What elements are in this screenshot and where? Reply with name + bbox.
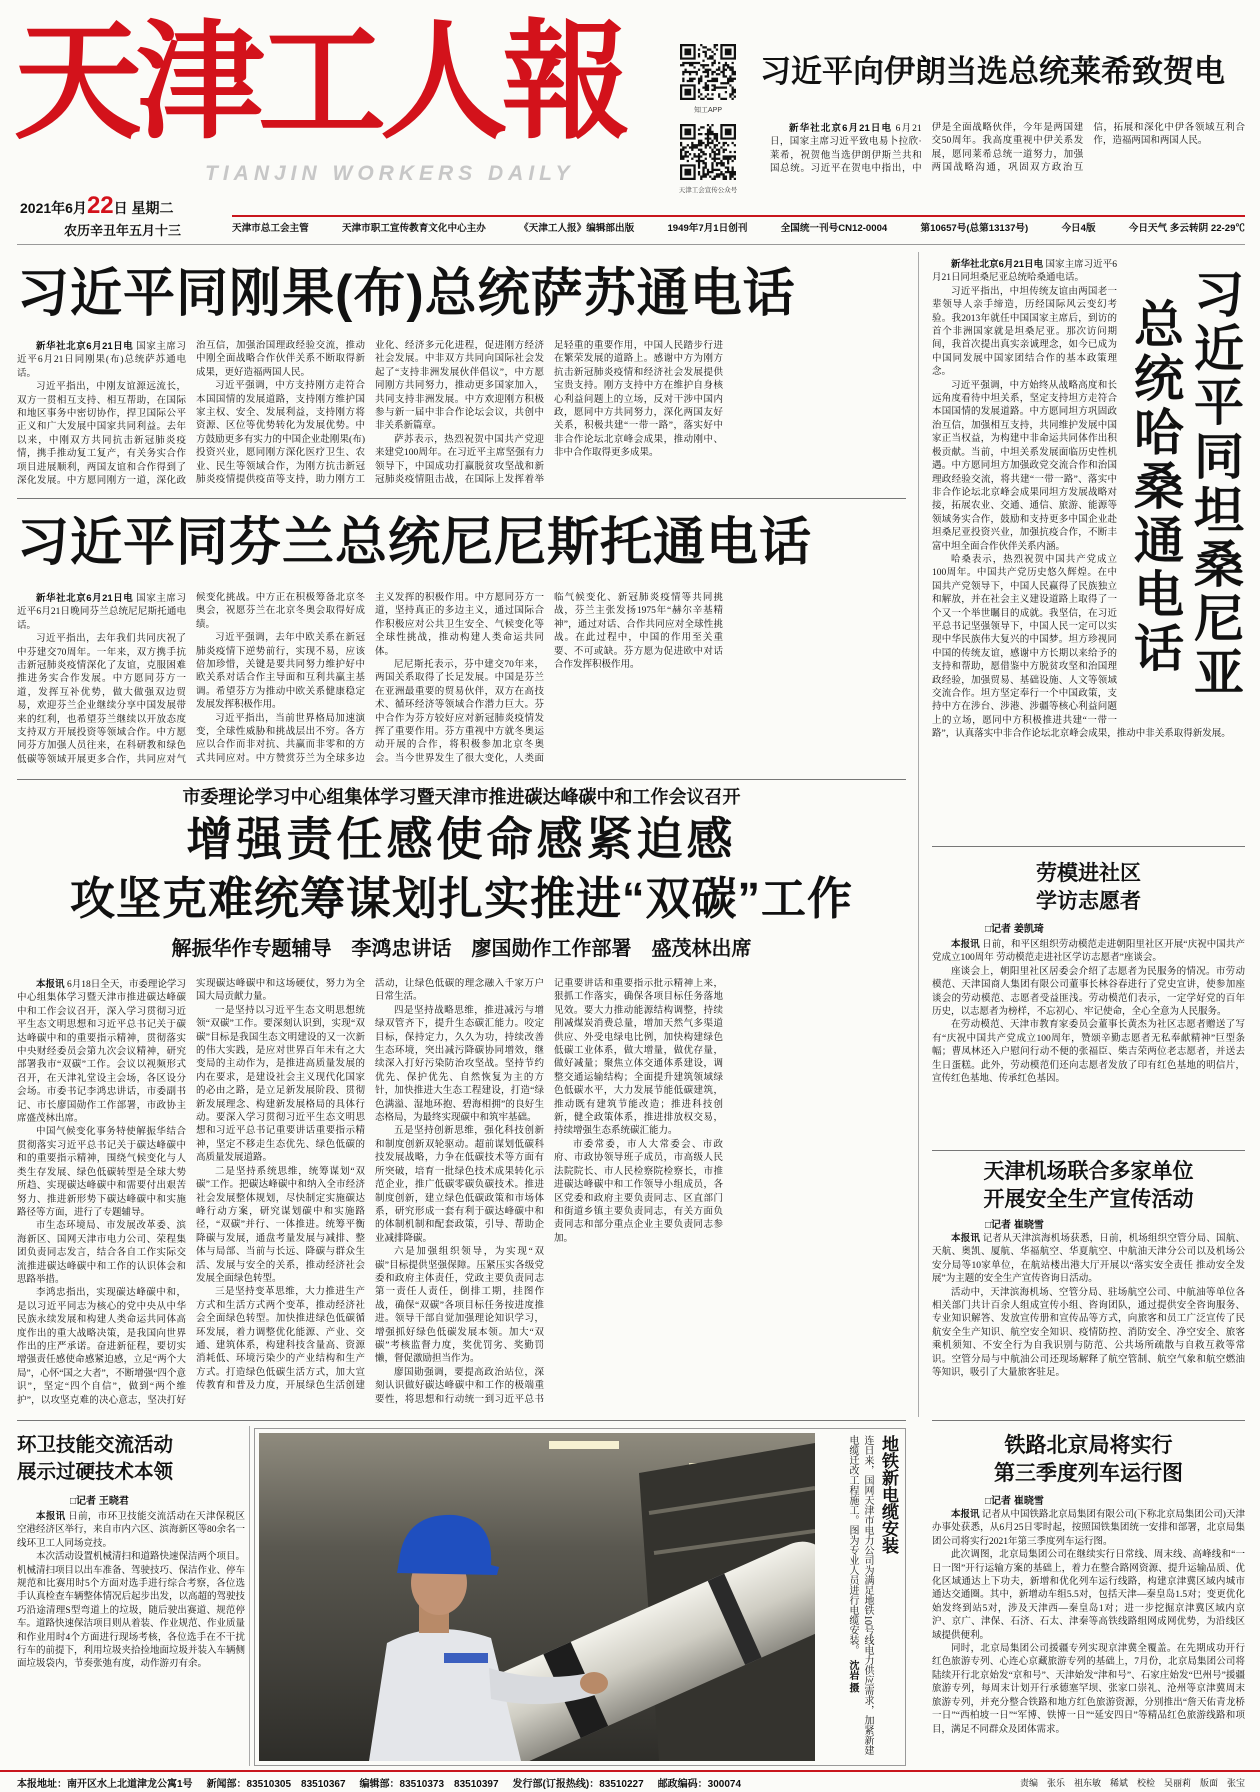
article-paragraph: 市生态环境局、市发展改革委、滨海新区、国网天津市电力公司、荣程集团负责同志发言，结合各自工作实际交流推进碳达峰碳中和工作的认识体会和思路举措。	[17, 1221, 186, 1285]
info-bar-item: 今日4版	[1061, 223, 1096, 234]
footer-staff: 责编 张乐 祖东敏 稀斌 校检 吴丽莉 版面 张宝	[1019, 1777, 1245, 1788]
divider	[17, 244, 1245, 245]
date-prefix: 2021年6月	[20, 200, 87, 216]
article-paragraph: 习近平指出，当前世界格局加速演变，全球性威胁和挑战层出不穷。各方应以合作而非对抗、共赢而非零和的方式共同应对。中方赞赏芬兰为全球多边主义发挥的积极作用。中方愿同芬方一道，坚持真正的多边主义，通过国际合作积极应对公共卫生安全、气候变化等全球性挑战，推动构建人类命运共同体。	[196, 593, 544, 764]
info-bar-item: 1949年7月1日创刊	[667, 223, 748, 234]
article-paragraph: 二是坚持系统思维，统筹谋划“双碳”工作。把碳达峰碳中和纳入全市经济社会发展整体规划，尽快制定实施碳达峰行动方案，研究谋划碳中和实施路径，“双碳”并行、一体推进。统筹平衡降碳与发展，通盘考量发展与减排、整体与局部、当前与长远、降碳与群众生活、发展与安全的关系，推动经济社会发展全面绿色转型。	[196, 1166, 365, 1284]
divider	[17, 779, 906, 780]
footer-items	[17, 1775, 741, 1790]
article-paragraph: 习近平强调，去年中欧关系在新冠肺炎疫情下逆势前行，实现不易，应该倍加珍惜，关键是要共同努力维护好中欧关系对话合作主导面和互利共赢主基调。希望芬方为推动中欧关系健康稳定发展发挥积极作用。	[196, 633, 365, 711]
footer	[17, 1773, 1245, 1791]
footer-item: 本报地址：南开区水上北道津龙公寓1号	[17, 1778, 193, 1790]
info-bar	[232, 221, 1245, 237]
article-lead: 6月18日全天，市委理论学习中心组集体学习暨天津市推进碳达峰碳中和工作会议召开，深入学习贯彻习近平生态文明思想和习近平总书记关于碳达峰碳中和的重要指示精神，贯彻落实中央财经委员会第九次会议精神，研究部署我市“双碳”工作。会议以视频形式召开，在天津礼堂设主会场，各区设分会场。市委书记李鸿忠讲话，市委副书记、市长廖国勋作工作部署，市政协主席盛茂林出席。	[17, 980, 186, 1125]
headline-line: 展示过硬技术本领	[17, 1461, 174, 1483]
article-body-volunteer	[932, 938, 1245, 1142]
top-news-body	[770, 122, 1245, 178]
byline: □记者 姜凯琦	[985, 924, 1044, 935]
article-paragraph: 李鸿忠指出，实现碳达峰碳中和，是以习近平同志为核心的党中央从中华民族永续发展和构建人类命运共同体高度作出的重大战略决策，是我国向世界作出的庄严承诺。奋进新征程，要切实增强责任感使命感紧迫感，立足“两个大局”，心怀“国之大者”，不断增强“四个意识”，坚定“四个自信”，做到“两个维护”，以攻坚克难的决心意志，坚决打好实现碳达峰碳中和这场硬仗，努力为全国大局贡献力量。	[17, 979, 365, 1406]
byline: □记者 王晓君	[70, 1496, 129, 1507]
article-paragraph: 活动中，天津滨海机场、空管分局、驻场航空公司、中航油等单位各相关部门共计百余人组成宣传小组、咨询团队，通过提供安全咨询服务、专业知识解答、发放宣传册和宣传品等方式，向旅客和员工广泛宣传了民航安全生产知识、航空安全知识、疫情防控、消防安全、净空安全、旅客乘机须知、不安全行为自我识别与防范、公共场所疏散与自救互救等常识。空管分局与中航油公司还现场解释了航空管制、航空气象和航空燃油等知识，吸引了大量旅客驻足。	[932, 1287, 1245, 1379]
vertical-headline	[1123, 268, 1245, 723]
divider	[932, 846, 1245, 847]
photo-credit: 沈岩 摄	[847, 1660, 858, 1693]
masthead-red-rule	[232, 215, 1245, 217]
article-paragraph: 本次活动设置机械清扫和道路快速保洁两个项目。机械清扫项目以出车准备、驾驶技巧、保洁作业、停车规范和比赛用时5个方面对选手进行综合考察，各位选手认真检查车辆整体情况后起步出发，以高超的驾驶技巧沿途清理S型弯道上的垃圾，随后驶出赛道、规范停车。道路快速保洁项目则从着装、作业规范、作业质量和作业用时4个方面进行现场考核，各位选手在不干扰行车的前提下，利用垃圾夹拾捡地面垃圾并装入车辆侧面垃圾袋内，节奏张弛有度，动作游刃有余。	[17, 1552, 245, 1670]
subhead: 解振华作专题辅导 李鸿忠讲话 廖国勋作工作部署 盛茂林出席	[171, 938, 752, 960]
article-headline	[17, 1432, 245, 1486]
article-body-tanzania	[932, 258, 1245, 838]
article-body-railway	[932, 1508, 1245, 1766]
article-paragraph	[17, 592, 186, 633]
article-paragraph	[17, 978, 186, 1126]
article-paragraph: 同时，北京局集团公司援疆专列实现京津冀全覆盖。在先期成功开行红色旅游专列、心连心京藏旅游专列的基础上，7月份，北京局集团公司将陆续开行北京始发“京和号”、天津始发“津和号”、石家庄始发“巴州号”援疆旅游专列，每周末计划开行承德塞罕坝、张家口崇礼、沧州等京津冀周末旅游专列，并充分整合铁路和地方红色旅游资源，分别推出“詹天佑青龙桥一日”“西柏坡一日”“军博、铁博一日”“延安四日”等精品红色旅游线路和项目，满足不同群众及团体需求。	[932, 1644, 1245, 1735]
article-lead: 记者从天津滨海机场获悉，日前，机场组织空管分局、国航、天航、奥凯、厦航、华福航空、华夏航空、中航油天津分公司以及机场公安分局等10家单位，在航站楼出港大厅开展以“落实安全责任 推动安全发展”为主题的安全生产宣传咨询日活动。	[932, 1234, 1245, 1285]
headline-line: 总统哈桑通电话	[1127, 298, 1183, 676]
date-suffix: 日 星期二	[113, 200, 174, 216]
qr-label: 知工APP	[693, 107, 722, 114]
article-lead: 国家主席习近平6月21日同刚果(布)总统萨苏通电话。	[17, 342, 186, 379]
dateline: 本报讯	[36, 1511, 66, 1522]
headline-line: 开展安全生产宣传活动	[983, 1188, 1194, 1211]
masthead-subtitle: TIANJIN WORKERS DAILY	[205, 162, 575, 185]
article-lead: 日前，市环卫技能交流活动在天津保税区空港经济区举行，来自市内六区、滨海新区等80余名一线环卫工人同场竞技。	[17, 1512, 245, 1549]
qr-label: 天津工会宣传公众号	[678, 187, 738, 194]
footer-item: 邮政编码：300074	[657, 1778, 742, 1790]
article-paragraph: 四是坚持战略思维，推进减污与增绿双管齐下，提升生态碳汇能力。咬定目标，保持定力，久久为功，持续改善生态环境，突出减污降碳协同增效，继续深入打好污染防治攻坚战。坚持节约优先、保护优先、自然恢复为主的方针，加快推进大生态工程建设，打造“绿色满溢、湿地环抱、碧海相拥”的良好生态格局，为最终实现碳中和筑牢基础。	[375, 1005, 544, 1124]
info-bar-item: 今日天气 多云转阴 22-29℃	[1128, 223, 1245, 234]
article-headline: 习近平同芬兰总统尼尼斯托通电话	[17, 514, 813, 572]
dateline: 本报讯	[951, 939, 980, 950]
article-paragraph: 习近平指出，中坦传统友谊由两国老一辈领导人亲手缔造，历经国际风云变幻考验。我2013年就任中国国家主席后，到访的首个非洲国家就是坦桑尼亚。那次访问期间，我首次提出真实亲诚理念，如今已成为中国同发展中国家团结合作的基本政策理念。	[932, 286, 1117, 378]
article-paragraph: 市委常委，市人大常委会、市政府、市政协领导班子成员，市高级人民法院院长、市人民检察院检察长，市推进碳达峰碳中和工作领导小组成员，各区党委和政府主要负责同志、区直部门和街道乡镇主要负责同志，有关方面负责同志和部分重点企业主要负责同志参加。	[554, 1139, 723, 1244]
article-lead: 国家主席习近平6月21日晚同芬兰总统尼尼斯托通电话。	[17, 594, 186, 631]
article-paragraph: 座谈会上，朝阳里社区居委会介绍了志愿者为民服务的情况。市劳动模范、天津国商人集团有限公司董事长林谷春进行了党史宣讲，使参加座谈会的劳动模范、志愿者受益匪浅。劳动模范们表示，一定学好党的百年历史，以志愿者为榜样，不忘初心、牢记使命，全心全意为人民服务。	[932, 966, 1245, 1018]
top-news-headline: 习近平向伊朗当选总统莱希致贺电	[760, 54, 1225, 89]
lunar-date: 农历辛丑年五月十三	[64, 223, 182, 238]
info-bar-item: 《天津工人报》编辑部出版	[519, 223, 635, 234]
article-paragraph: 在劳动模范、天津市教育家委员会董事长黄杰为社区志愿者赠送了写有“庆祝中国共产党成立100周年，赞颂辛勤志愿者无私奉献精神”巨型条幅；曹凤林还入户慰问行动不便的张福臣、柴吉荣两位老志愿者，并送去生日蛋糕。此外，劳动模范们还向志愿者发放了印有红色基地的明信片，宣传红色基地、传承红色基因。	[932, 1020, 1245, 1085]
article-paragraph: 此次调图，北京局集团公司在继续实行日常线、周末线、高峰线和“一日一图”开行运输方案的基础上，着力在整合路网资源、提升运输品质、优化区域通达上下功夫，新增和优化列车运行线路，构建京津冀区域内城市通达交通圈。其中，新增动车组5.5对，包括天津—秦皇岛1.5对；变更优化始发终到站5对，涉及天津西—秦皇岛1对；进一步挖掘京津冀区域内京沪、京广、津保、石济、石太、津秦等高铁线路组网成网优势，为沿线区域提供便利。	[932, 1550, 1245, 1641]
column-divider	[249, 1426, 250, 1766]
divider	[17, 1420, 906, 1421]
divider	[17, 498, 906, 499]
worker-cable-photo[interactable]	[259, 1433, 815, 1761]
article-paragraph: 三是坚持变革思维，大力推进生产方式和生活方式两个变革，推动经济社会全面绿色转型。加快推进绿色低碳循环发展，着力调整优化能源、产业、交通、建筑体系，构建科技含量高、资源消耗低、环境污染少的产业结构和生产方式。打造绿色低碳生活方式，加大宣传教育和普及力度，开展绿色生活创建活动，让绿色低碳的理念融入千家万户日常生活。	[196, 979, 544, 1392]
headline-line: 学访志愿者	[1036, 890, 1141, 913]
article-paragraph: 尼尼斯托表示，芬中建交70年来，两国关系取得了长足发展。中国是芬兰在亚洲最重要的贸易伙伴，双方在高技术、循环经济等领域合作潜力巨大。芬中合作为芬方较好应对新冠肺炎疫情发挥了重要作用。芬方重视中方就冬奥运动开展的合作，将积极参加北京冬奥会。当今世界发生了很大变化，人类面临气候变化、新冠肺炎疫情等共同挑战，芬兰主张发扬1975年“赫尔辛基精神”，通过对话、合作共同应对全球性挑战。在此过程中，中国的作用至关重要、不可或缺。芬方愿为促进欧中对话合作发挥积极作用。	[375, 593, 723, 764]
article-paragraph: 中国气候变化事务特使解振华结合贯彻落实习近平总书记关于碳达峰碳中和的重要指示精神，围绕气候变化与人类生存发展、绿色低碳转型是全球大势所趋、实现碳达峰碳中和需要付出艰苦努力、推进新形势下碳达峰碳中和实施路径等方面，进行了专题辅导。	[17, 1127, 186, 1218]
main-headline-line2: 攻坚克难统筹谋划扎实推进“双碳”工作	[69, 873, 853, 924]
article-paragraph: 习近平指出，去年我们共同庆祝了中芬建交70周年。一年来，双方携手抗击新冠肺炎疫情深化了友谊，克服困难推进务实合作发展。中方愿同芬方一道，发挥互补优势，做大做强双边贸易，欢迎芬兰企业继续分享中国发展带来的红利，也希望芬兰继续以开放态度支持双方开展投资等领域合作。中方愿同芬方加强人员往来，在科研教和绿色低碳等领域开展更多合作，共同应对气候变化挑战。中方正在积极筹备北京冬奥会，祝愿芬兰在北京冬奥会取得好成绩。	[17, 593, 365, 765]
byline: □记者 崔晓雪	[985, 1496, 1044, 1507]
article-paragraph: 习近平强调，中方支持刚方走符合本国国情的发展道路，支持刚方维护国家主权、安全、发展利益，支持刚方将资源、区位等优势转化为发展优势。中方鼓励更多有实力的中国企业赴刚果(布)投资兴业，愿同刚方深化医疗卫生、农业、民生等领域合作，为刚方抗击新冠肺炎疫情提供疫苗等支持，助力刚方工业化、经济多元化进程，促进刚方经济社会发展。中非双方共同向国际社会发起了“支持非洲发展伙伴倡议”，中方愿同刚方共同努力，推动更多国家加入，共同支持非洲发展。中方欢迎刚方积极参与新一届中非合作论坛会议，共创中非关系新篇章。	[196, 341, 544, 486]
article-lead: 国家主席习近平6月21日同坦桑尼亚总统哈桑通电话。	[932, 260, 1117, 284]
headline-line: 天津机场联合多家单位	[983, 1160, 1194, 1183]
photo-box	[254, 1428, 906, 1766]
dateline: 新华社北京6月21日电	[36, 593, 134, 604]
article-lead: 日前，和平区组织劳动模范走进朝阳里社区开展“庆祝中国共产党成立100周年 劳动模范走进社区学访志愿者”座谈会。	[932, 940, 1245, 964]
headline-line: 第三季度列车运行图	[994, 1462, 1183, 1485]
info-bar-item: 天津市总工会主管	[232, 223, 309, 234]
article-body-finland	[17, 592, 902, 774]
headline-line: 劳模进社区	[1036, 862, 1141, 885]
article-text: 6月21日，国家主席习近平致电易卜拉欣·莱希，祝贺他当选伊朗伊斯兰共和国总统。习近平在贺电中指出，中伊是全面战略伙伴，今年是两国建交50周年。我高度重视中伊关系发展，愿同莱希总统一道努力，加强两国战略沟通，巩固双方政治互信，拓展和深化中伊各领域互利合作，造福两国和两国人民。	[770, 123, 1245, 175]
article-headline	[932, 1432, 1245, 1488]
photo-title: 地铁新电缆安装	[879, 1435, 898, 1554]
article-paragraphs	[17, 1551, 245, 1672]
dateline: 本报讯	[951, 1509, 980, 1520]
dateline: 本报讯	[951, 1233, 981, 1244]
article-paragraphs	[932, 966, 1245, 1087]
info-bar-item: 第10657号(总第13137号)	[920, 223, 1029, 234]
article-headline	[932, 1158, 1245, 1214]
article-paragraph	[17, 1510, 245, 1551]
article-body-airport	[932, 1232, 1245, 1414]
article-paragraph: 六是加强组织领导，为实现“双碳”目标提供坚强保障。压紧压实各级党委和政府主体责任，党政主要负责同志第一责任人责任，倒排工期，挂图作战，确保“双碳”各项目标任务按进度推进。领导干部自觉加强理论知识学习，增强抓好绿色低碳发展本领。加大“双碳”考核监督力度，奖优罚劣、奖勤罚懒，督促激励担当作为。	[375, 1247, 544, 1365]
article-paragraphs	[932, 1287, 1245, 1381]
article-headline: 习近平同刚果(布)总统萨苏通电话	[17, 265, 796, 323]
date-day: 22	[86, 192, 114, 219]
dateline: 新华社北京6月21日电	[36, 341, 134, 352]
article-lead: 记者从中国铁路北京局集团有限公司(下称北京局集团公司)天津办事处获悉，从6月25日零时起，按照国铁集团统一安排和部署，北京局集团公司将实行2021年第三季度列车运行图。	[932, 1510, 1245, 1547]
article-body-sanitation	[17, 1510, 245, 1766]
headline-line: 铁路北京局将实行	[1004, 1434, 1173, 1457]
footer-item: 新闻部：83510305 83510367	[206, 1778, 346, 1790]
article-paragraph	[932, 1508, 1245, 1549]
qr-code-icon[interactable]	[680, 124, 736, 180]
info-bar-item: 全国统一刊号CN12-0004	[780, 223, 888, 234]
article-paragraph: 哈桑表示，热烈祝贺中国共产党成立100周年。中国共产党历史悠久辉煌。在中国共产党领导下，中国人民赢得了民族独立和解放，并在社会主义建设道路上取得了一个又一个举世瞩目的成就。我坚信，在习近平总书记坚强领导下，中国人民一定可以实现中华民族伟大复兴的中国梦。坦方珍视同中国的传统友谊，感谢中方长期以来给予的支持和帮助，愿借鉴中方脱贫攻坚和治国理政经验，加强贸易、基础设施、人文等领域交流合作。坦方坚定奉行一个中国政策，支持中方在涉台、涉港、涉疆等核心利益问题上的立场，愿同中方积极推进共建“一带一路”，认真落实中非合作论坛北京峰会成果，推动中非关系取得新发展。	[932, 554, 1231, 740]
ceiling-light	[549, 1441, 619, 1449]
qr-code-icon[interactable]	[680, 44, 736, 100]
article-paragraph	[17, 340, 186, 381]
article-paragraph: 习近平指出，中刚友谊源远流长，双方一贯相互支持、相互帮助，在国际和地区事务中密切协作，捍卫国际公平正义和广大发展中国家共同利益。去年以来，中刚双方共同抗击新冠肺炎疫情，携手推动复工复产，有关务实合作项目进展顺利，两国友谊和合作得到了深化发展。中方愿同刚方一道，深化政治互信，加强治国理政经验交流，推动中刚全面战略合作伙伴关系不断取得新成果，更好造福两国人民。	[17, 341, 365, 487]
masthead-title: 天津工人報	[14, 12, 625, 154]
article-paragraph: 习近平强调，中方始终从战略高度和长远角度看待中坦关系，坚定支持坦方走符合本国国情的发展道路。中方愿同坦方巩固政治互信，加强相互支持，共同维护发展中国家正当权益，为构建中非命运共同体作出积极贡献。当前，中坦关系发展面临历史性机遇。中方愿同坦方加强政党交流合作和治国理政经验交流，将共建“一带一路”、落实中非合作论坛北京峰会成果同坦方发展战略对接，拓展农业、交通、通信、旅游、能源等领域务实合作，鼓励和支持更多中国企业赴坦桑尼亚投资兴业，加强抗疫合作，不断丰富中坦全面合作伙伴关系内涵。	[932, 380, 1117, 552]
dateline: 新华社北京6月21日电	[789, 123, 893, 134]
headline-line: 习近平同坦桑尼亚	[1187, 268, 1243, 700]
article-paragraph	[932, 938, 1245, 966]
article-paragraph: 廖国勋强调，要提高政治站位，深刻认识做好碳达峰碳中和工作的极端重要性，将思想和行动统一到习近平总书记重要讲话和重要指示批示精神上来，狠抓工作落实，确保各项目标任务落地见效。要大力推动能源结构调整，持续削减煤炭消费总量，增加天然气多渠道供应、外受电绿电比例，加快构建绿色低碳工业体系，做大增量，做优存量，做好减量；聚焦立体交通体系建设，调整交通运输结构；全面提升建筑领域绿色低碳水平，大力发展节能低碳建筑，推动既有建筑节能改造；推进科技创新，健全政策体系，推进排放权交易，持续增强生态系统碳汇能力。	[375, 979, 723, 1405]
column-divider	[918, 252, 919, 1417]
qr-block-app[interactable]	[676, 44, 740, 115]
article-headline	[932, 860, 1245, 916]
footer-rule	[0, 1770, 1260, 1772]
article-body-carbon	[17, 978, 902, 1412]
article-paragraph	[770, 122, 1245, 178]
issue-date	[20, 192, 174, 220]
footer-item: 编辑部：83510373 83510397	[359, 1778, 499, 1790]
photo-caption-text: 连日来，国网天津市电力公司为满足地铁10号线电力供应需求，加紧新建电缆迁改工程施工。图为专业人员进行电缆安装。	[847, 1435, 873, 1755]
article-body-congo	[17, 340, 902, 490]
qr-pattern	[680, 44, 736, 100]
article-paragraph: 五是坚持创新思维，强化科技创新和制度创新双轮驱动。超前谋划低碳科技发展战略，力争在低碳技术等方面有所突破，培育一批绿色技术成果转化示范企业，推广低碳零碳负碳技术。推进制度创新，建立绿色低碳政策和市场体系，研究形成一套有利于碳达峰碳中和的体制机制和配套政策，引导、帮助企业减排降碳。	[375, 1126, 544, 1244]
kicker: 市委理论学习中心组集体学习暨天津市推进碳达峰碳中和工作会议召开	[182, 787, 741, 807]
divider	[932, 1420, 1245, 1421]
dateline: 本报讯	[36, 979, 65, 990]
qr-pattern	[680, 124, 736, 180]
article-paragraphs	[932, 1549, 1245, 1737]
divider	[932, 1150, 1245, 1151]
byline: □记者 崔晓雪	[985, 1220, 1044, 1231]
headline-line: 环卫技能交流活动	[17, 1434, 174, 1456]
article-paragraph: 萨苏表示，热烈祝贺中国共产党迎来建党100周年。在习近平主席坚强有力领导下，中国成功打赢脱贫攻坚战和新冠肺炎疫情阻击战，在国际上发挥着举足轻重的重要作用，中国人民踏步行进在繁荣发展的道路上。感谢中方为刚方抗击新冠肺炎疫情和经济社会发展提供宝贵支持。刚方支持中方在维护自身核心利益问题上的立场，反对干涉中国内政，愿同中方共同努力，深化两国友好关系，积极共建“一带一路”，落实好中非合作论坛北京峰会成果，推动刚中、非中合作取得更多成果。	[375, 341, 723, 486]
qr-block-wechat[interactable]	[676, 124, 740, 194]
article-paragraph	[932, 1232, 1245, 1287]
footer-item: 发行部(订报热线)：83510227	[512, 1778, 644, 1790]
main-headline-line1: 增强责任感使命感紧迫感	[186, 813, 737, 865]
article-paragraph: 一是坚持以习近平生态文明思想统领“双碳”工作。要深刻认识到，实现“双碳”目标是我国生态文明建设的又一次新的伟大实践，是应对世界百年未有之大变局的主动作为，是推进高质量发展的内在要求，是建设社会主义现代化国家的必由之路，是立足新发展阶段、贯彻新发展理念、构建新发展格局的具体行动。要深入学习贯彻习近平生态文明思想和习近平总书记重要讲话重要指示精神，坚定不移走生态优先、绿色低碳的高质量发展道路。	[196, 1005, 365, 1164]
info-bar-item: 天津市职工宣传教育文化中心主办	[341, 223, 486, 234]
photo-caption	[821, 1435, 901, 1757]
dateline: 新华社北京6月21日电	[951, 259, 1044, 270]
